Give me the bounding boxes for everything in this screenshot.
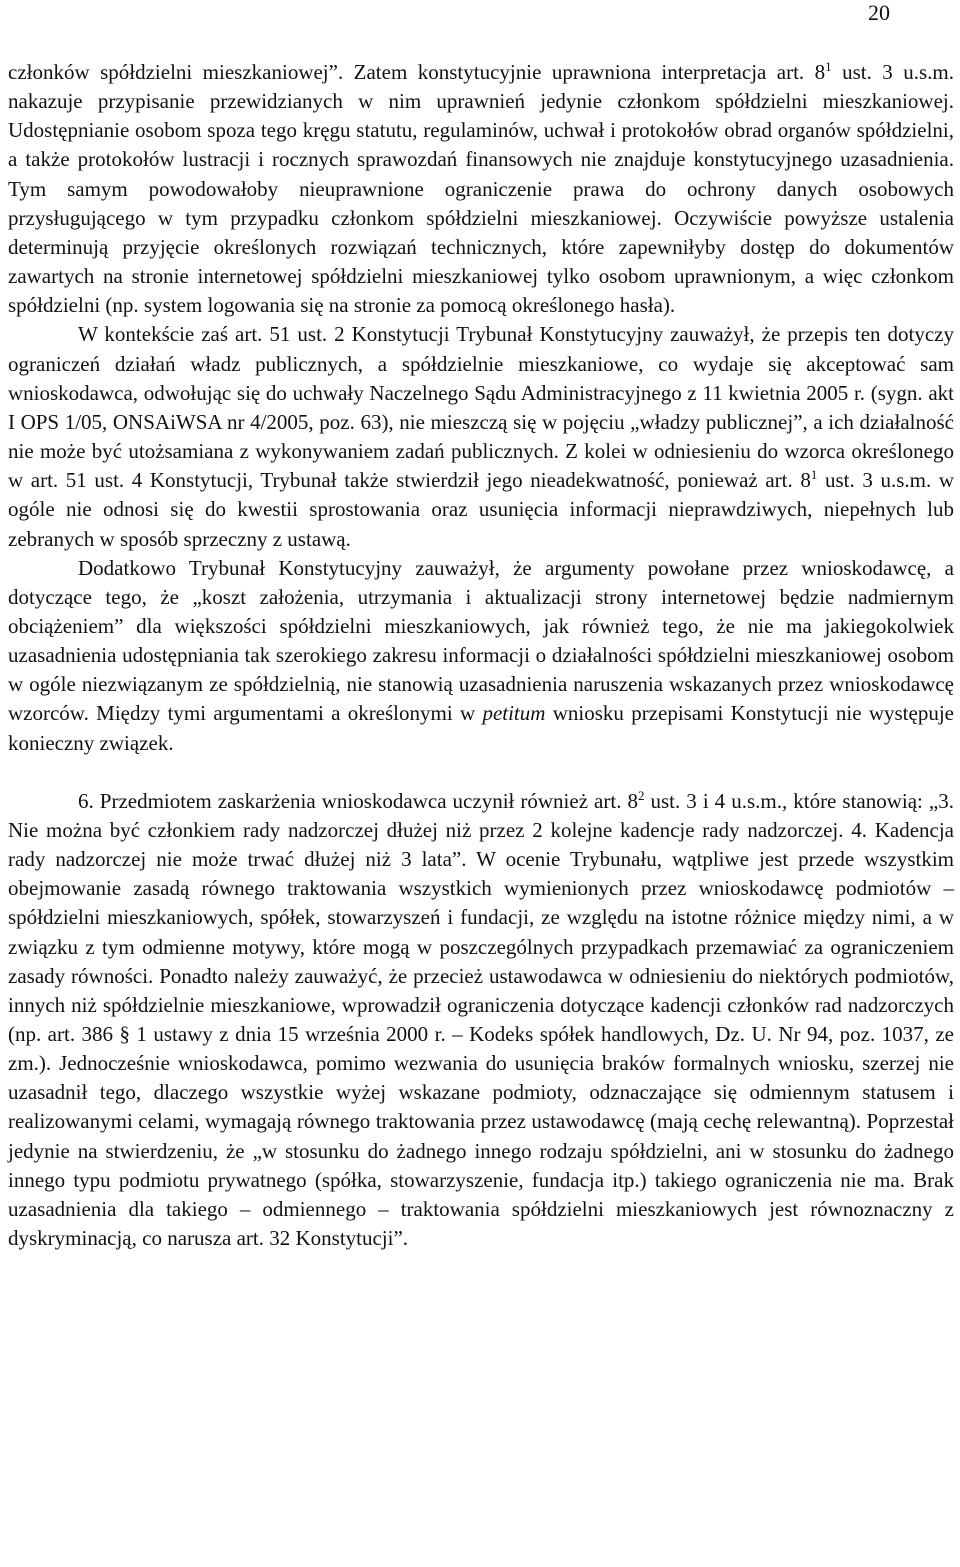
paragraph xyxy=(8,58,954,320)
text-run: 6. Przedmiotem zaskarżenia wnioskodawca uczynił również art. 8 xyxy=(78,788,638,813)
text-run: ust. 3 u.s.m. nakazuje przypisanie przewidzianych w nim uprawnień jedynie członkom spółdzielni mieszkaniowej. Udostępnianie osobom spoza tego kręgu statutu, regulaminów, uchwał i protokołów obrad organów spółdzielni, a także protokołów lustracji i rocznych sprawozdań finansowych nie znajduje konstytucyjnego uzasadnienia. Tym samym powodowałoby nieuprawnione ograniczenie prawa do ochrony danych osobowych przysługującego w tym przypadku członkom spółdzielni mieszkaniowej. Oczywiście powyższe ustalenia determinują przyjęcie określonych rozwiązań technicznych, które zapewniłyby dostęp do dokumentów zawartych na stronie internetowej spółdzielni mieszkaniowej tylko osobom uprawnionym, a więc członkom spółdzielni (np. system logowania się na stronie za pomocą określonego hasła). xyxy=(8,60,955,318)
superscript: 1 xyxy=(810,467,818,483)
text-run: wniosku przepisami Konstytucji nie występuje konieczny związek. xyxy=(8,701,954,755)
italic-term: petitum xyxy=(482,701,546,726)
text-run: W kontekście zaś art. 51 ust. 2 Konstytucji Trybunał Konstytucyjny zauważył, że przepis ten dotyczy ograniczeń działań władz publicznych, a spółdzielnie mieszkaniowe, co wydaje się akceptować sam wnioskodawca, odwołując się do uchwały Naczelnego Sądu Administracyjnego z 11 kwietnia 2005 r. (sygn. akt I OPS 1/05, ONSAiWSA nr 4/2005, poz. 63), nie mieszczą się w pojęciu „władzy publicznej”, a ich działalność nie może być utożsamiana z wykonywaniem zadań publicznych. Z kolei w odniesieniu do wzorca określonego w art. 51 ust. 4 Konstytucji, Trybunał także stwierdził jego nieadekwatność, ponieważ art. 8 xyxy=(8,322,954,493)
document-body xyxy=(8,58,954,1253)
superscript: 2 xyxy=(637,787,645,803)
paragraph-gap xyxy=(8,758,954,787)
paragraph xyxy=(8,320,954,553)
page-number: 20 xyxy=(868,0,890,25)
superscript: 1 xyxy=(825,58,832,74)
text-run: ust. 3 u.s.m. w ogóle nie odnosi się do kwestii sprostowania oraz usunięcia informacji nieprawdziwych, niepełnych lub zebranych w sposób sprzeczny z ustawą. xyxy=(8,468,954,551)
paragraph xyxy=(8,554,954,758)
paragraph xyxy=(8,787,954,1254)
text-run: ust. 3 i 4 u.s.m., które stanowią: „3. Nie można być członkiem rady nadzorczej dłużej niż przez 2 kolejne kadencje rady nadzorczej. 4. Kadencja rady nadzorczej nie może trwać dłużej niż 3 lata”. W ocenie Trybunału, wątpliwe jest przede wszystkim obejmowanie zasadą równego traktowania wszystkich wymienionych przez wnioskodawcę podmiotów – spółdzielni mieszkaniowych, spółek, stowarzyszeń i fundacji, ze względu na istotne różnice między nimi, a w związku z tym odmienne motywy, które mogą w poszczególnych przypadkach przemawiać za ograniczeniem zasady równości. Ponadto należy zauważyć, że przecież ustawodawca w odniesieniu do niektórych podmiotów, innych niż spółdzielnie mieszkaniowe, wprowadził ograniczenia dotyczące kadencji członków rad nadzorczych (np. art. 386 § 1 ustawy z dnia 15 września 2000 r. – Kodeks spółek handlowych, Dz. U. Nr 94, poz. 1037, ze zm.). Jednocześnie wnioskodawca, pomimo wezwania do usunięcia braków formalnych wniosku, szerzej nie uzasadnił tego, dlaczego wszystkie wyżej wskazane podmioty, odznaczające się odmiennym statusem i realizowanymi celami, wymagają równego traktowania przez ustawodawcę (mają cechę relewantną). Poprzestał jedynie na stwierdzeniu, że „w stosunku do żadnego innego rodzaju spółdzielni, ani w stosunku do żadnego innego typu podmiotu prywatnego (spółka, stowarzyszenie, fundacja itp.) takiego ograniczenia nie ma. Brak uzasadnienia dla takiego – odmiennego – traktowania spółdzielni mieszkaniowych jest równoznaczny z dyskryminacją, co narusza art. 32 Konstytucji”. xyxy=(8,788,954,1251)
text-run: Dodatkowo Trybunał Konstytucyjny zauważył, że argumenty powołane przez wnioskodawcę, a dotyczące tego, że „koszt założenia, utrzymania i aktualizacji strony internetowej będzie nadmiernym obciążeniem” dla większości spółdzielni mieszkaniowych, jak również tego, że nie ma jakiegokolwiek uzasadnienia udostępniania tak szerokiego zakresu informacji o działalności spółdzielni mieszkaniowej osobom w ogóle niezwiązanym ze spółdzielnią, nie stanowią uzasadnienia naruszenia wskazanych przez wnioskodawcę wzorców. Między tymi argumentami a określonymi w xyxy=(8,555,954,726)
text-run: członków spółdzielni mieszkaniowej”. Zatem konstytucyjnie uprawniona interpretacja art. 8 xyxy=(8,60,826,84)
